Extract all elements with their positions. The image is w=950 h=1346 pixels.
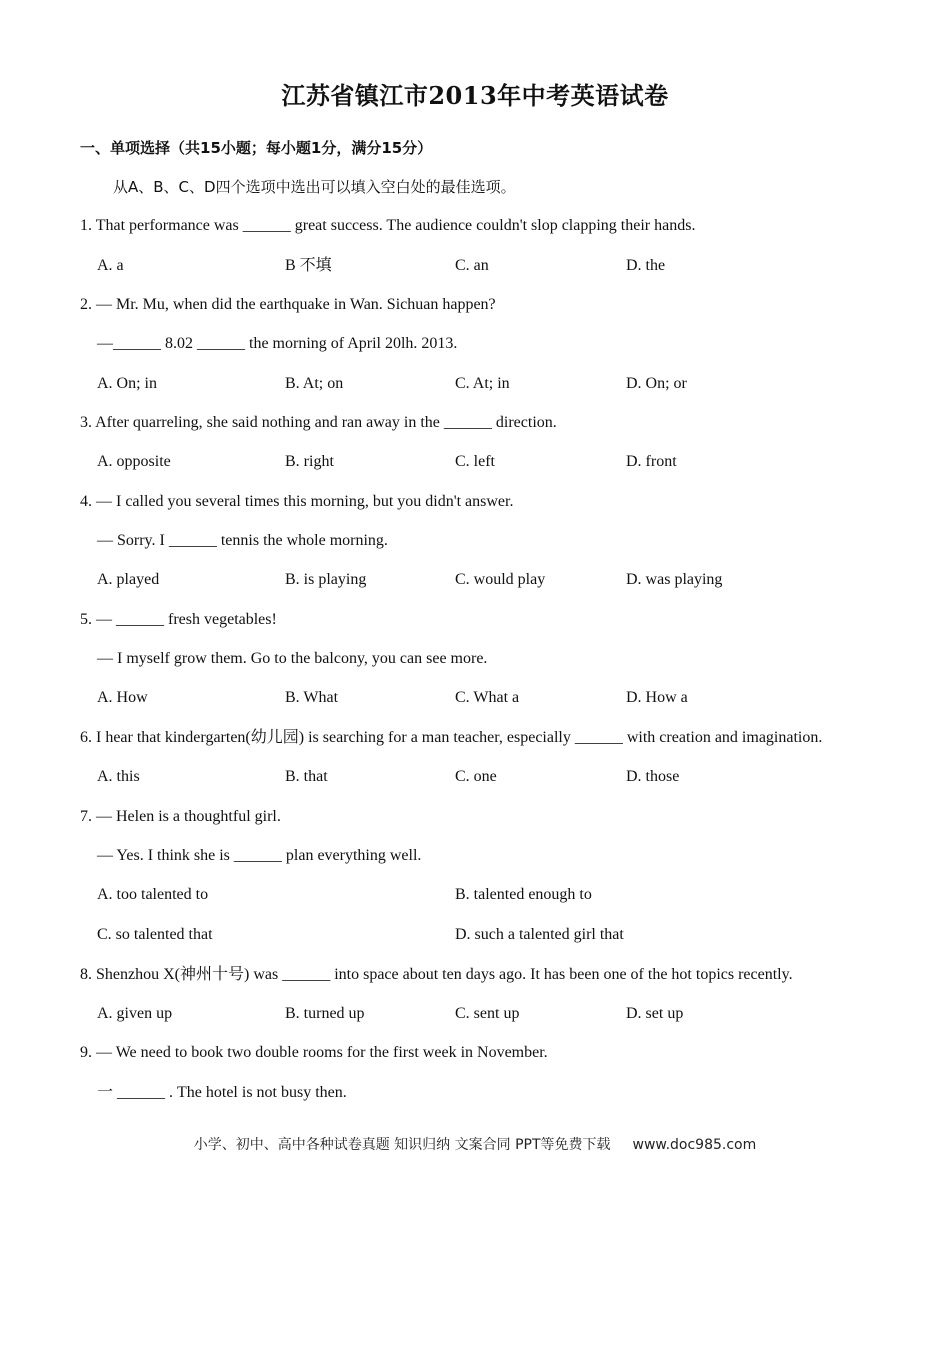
question-1-option-c: C. an	[455, 257, 489, 274]
question-5-option-b: B. What	[285, 689, 339, 706]
question-9-reply: 一 ______ . The hotel is not busy then.	[97, 1084, 347, 1101]
question-2-option-c: C. At; in	[455, 375, 510, 392]
question-3-option-d: D. front	[626, 453, 677, 470]
question-2-stem: 2. — Mr. Mu, when did the earthquake in Wan. Sichuan happen?	[80, 296, 496, 313]
question-4-option-d: D. was playing	[626, 571, 723, 588]
question-8-option-c: C. sent up	[455, 1005, 520, 1022]
question-2-option-b: B. At; on	[285, 375, 344, 392]
page-title: 江苏省镇江市2013年中考英语试卷	[281, 81, 669, 110]
question-5-option-d: D. How a	[626, 689, 688, 706]
question-2-reply: —______ 8.02 ______ the morning of April 20lh. 2013.	[97, 335, 458, 352]
question-1-stem: 1. That performance was ______ great success. The audience couldn't slop clapping their hands.	[80, 217, 696, 234]
footer-text: 小学、初中、高中各种试卷真题 知识归纳 文案合同 PPT等免费下载	[193, 1137, 611, 1153]
footer-url-link[interactable]: www.doc985.com	[632, 1137, 757, 1153]
question-3-option-b: B. right	[285, 453, 334, 470]
question-3-stem: 3. After quarreling, she said nothing and ran away in the ______ direction.	[80, 414, 557, 431]
question-6-option-a: A. this	[97, 768, 140, 785]
question-2-option-d: D. On; or	[626, 375, 687, 392]
question-3-option-c: C. left	[455, 453, 495, 470]
question-8-option-b: B. turned up	[285, 1005, 365, 1022]
question-7-option-d: D. such a talented girl that	[455, 926, 624, 943]
question-1-option-d: D. the	[626, 257, 666, 274]
question-6-option-c: C. one	[455, 768, 497, 785]
question-5-stem: 5. — ______ fresh vegetables!	[80, 611, 277, 628]
question-7-option-b: B. talented enough to	[455, 886, 592, 903]
page-footer	[0, 1134, 950, 1154]
question-5-option-c: C. What a	[455, 689, 520, 706]
question-5-reply: — I myself grow them. Go to the balcony, you can see more.	[97, 650, 488, 667]
question-6-option-b: B. that	[285, 768, 328, 785]
question-1-option-b: B 不填	[285, 257, 332, 274]
question-7-reply: — Yes. I think she is ______ plan everything well.	[97, 847, 422, 864]
section-heading: 一、单项选择（共15小题；每小题1分，满分15分）	[80, 139, 433, 157]
question-8-option-d: D. set up	[626, 1005, 684, 1022]
question-3-option-a: A. opposite	[97, 453, 171, 470]
question-7-stem: 7. — Helen is a thoughtful girl.	[80, 808, 281, 825]
question-4-option-a: A. played	[97, 571, 160, 588]
question-8-option-a: A. given up	[97, 1005, 173, 1022]
question-4-stem: 4. — I called you several times this morning, but you didn't answer.	[80, 493, 514, 510]
question-9-stem: 9. — We need to book two double rooms for the first week in November.	[80, 1044, 548, 1061]
instruction-text: 从A、B、C、D四个选项中选出可以填入空白处的最佳选项。	[113, 178, 516, 196]
question-8-stem: 8. Shenzhou X(神州十号) was ______ into space about ten days ago. It has been one of the hot topics recently.	[80, 966, 793, 983]
question-4-option-b: B. is playing	[285, 571, 367, 588]
question-6-stem: 6. I hear that kindergarten(幼儿园) is searching for a man teacher, especially ______ with creation and imagination.	[80, 729, 823, 746]
question-4-option-c: C. would play	[455, 571, 546, 588]
question-7-option-c: C. so talented that	[97, 926, 213, 943]
question-2-option-a: A. On; in	[97, 375, 157, 392]
question-1-option-a: A. a	[97, 257, 124, 274]
question-5-option-a: A. How	[97, 689, 148, 706]
question-4-reply: — Sorry. I ______ tennis the whole morning.	[97, 532, 388, 549]
question-7-option-a: A. too talented to	[97, 886, 209, 903]
question-6-option-d: D. those	[626, 768, 680, 785]
